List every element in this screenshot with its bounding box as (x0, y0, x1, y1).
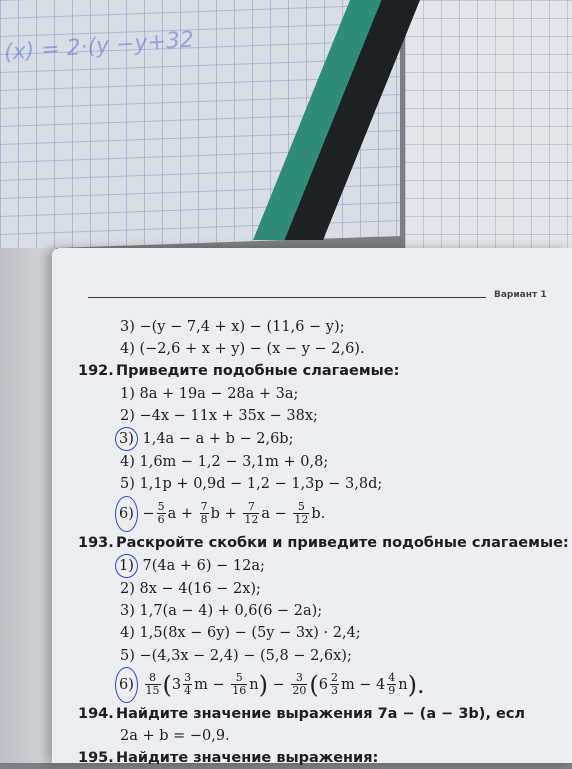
p191-item-3: 3) −(y − 7,4 + x) − (11,6 − y); (120, 319, 345, 335)
exercises (78, 316, 572, 769)
p193-item-3: 3) 1,7(a − 4) + 0,6(6 − 2a); (120, 603, 323, 620)
book-page-left (0, 248, 56, 763)
paren: ). (407, 670, 425, 699)
whole: 6 (318, 676, 328, 693)
p195-number: 195. (78, 750, 114, 767)
minus-sign: − (272, 676, 285, 693)
p193-title: Раскройте скобки и приведите подобные слагаемые: (116, 534, 569, 551)
p192-item-3-expr: 1,4a − a + b − 2,6b; (142, 431, 294, 448)
term: b. (311, 505, 326, 522)
circled-mark: 6) (115, 496, 138, 532)
fraction: $\frac{7}{12}$ (244, 500, 259, 527)
p193-number: 193. (78, 534, 114, 551)
term: a + (167, 505, 194, 522)
p192-item-3 (78, 427, 572, 451)
p192-heading (78, 360, 572, 382)
variant-label: Вариант 1 (494, 290, 547, 300)
minus-sign: − (142, 505, 155, 522)
whole: 3 (171, 676, 182, 693)
p192-item-1: 1) 8a + 19a − 28a + 3a; (120, 385, 299, 402)
p195-title: Найдите значение выражения: (116, 750, 379, 767)
circled-mark: 1) (115, 554, 138, 578)
header-rule (88, 297, 486, 298)
handwritten-scribble: (x) = 2·(y −y+32 (3, 27, 195, 66)
fraction: $\frac{5}{12}$ (294, 500, 309, 527)
p192-item-6 (78, 496, 572, 532)
notebook-grid-page-right (405, 0, 572, 250)
p193-item-1-expr: 7(4a + 6) − 12a; (142, 557, 265, 574)
p192-item-2: 2) −4x − 11x + 35x − 38x; (120, 407, 318, 424)
fraction: $\frac{5}{16}$ (232, 671, 247, 698)
p193-item-4: 4) 1,5(8x − 6y) − (5y − 3x) · 2,4; (120, 625, 361, 642)
p192-number: 192. (78, 363, 114, 380)
fraction: $\frac{4}{9}$ (388, 671, 396, 698)
term: m − 4 (340, 676, 386, 693)
term: n (249, 676, 259, 693)
term: b + (210, 505, 237, 522)
fraction: $\frac{5}{6}$ (157, 500, 165, 527)
fraction: $\frac{3}{20}$ (292, 671, 307, 698)
circled-mark: 6) (115, 667, 138, 703)
p192-item-4: 4) 1,6m − 1,2 − 3,1m + 0,8; (120, 454, 329, 471)
p191-item-4: 4) (−2,6 + x + y) − (x − y − 2,6). (120, 341, 365, 358)
p193-item-2: 2) 8x − 4(16 − 2x); (120, 581, 261, 598)
paren: ) (258, 670, 268, 699)
circled-mark: 3) (115, 427, 138, 451)
p195-heading (78, 747, 572, 769)
p192-item-5: 5) 1,1p + 0,9d − 1,2 − 1,3p − 3,8d; (120, 476, 383, 493)
p193-item-5: 5) −(4,3x − 2,4) − (5,8 − 2,6x); (120, 647, 352, 664)
p193-item-6 (78, 667, 572, 703)
term: n (398, 676, 408, 693)
fraction: $\frac{7}{8}$ (200, 500, 208, 527)
paren: ( (162, 670, 172, 699)
p193-item-1 (78, 554, 572, 578)
fraction: $\frac{8}{15}$ (145, 671, 160, 698)
p194-condition: 2a + b = −0,9. (120, 728, 230, 745)
p194-heading (78, 703, 572, 725)
fraction: $\frac{2}{3}$ (330, 671, 338, 698)
term: m − (194, 676, 225, 693)
term: a − (261, 505, 287, 522)
p193-heading (78, 532, 572, 554)
p194-number: 194. (78, 705, 114, 722)
p194-title: Найдите значение выражения 7a − (a − 3b), есл (116, 705, 526, 722)
p192-title: Приведите подобные слагаемые: (116, 363, 400, 380)
fraction: $\frac{3}{4}$ (184, 671, 192, 698)
paren: ( (309, 670, 319, 699)
